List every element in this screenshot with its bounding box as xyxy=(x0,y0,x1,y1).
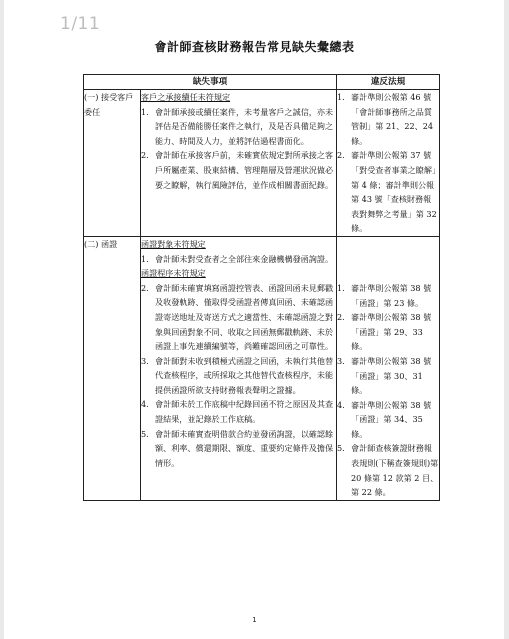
deficiency-list xyxy=(141,281,336,471)
item-number: 4. xyxy=(337,399,345,410)
regulation-list xyxy=(337,90,439,236)
item-text: 審計準則公報第 38 號「函證」第 34、35 條。 xyxy=(351,399,432,439)
item-number: 5. xyxy=(337,443,345,454)
table-row xyxy=(84,90,440,237)
list-item xyxy=(141,281,336,354)
item-text: 會計師未於工作底稿中紀錄回函不符之原因及其查證結果，並記錄於工作底稿。 xyxy=(155,399,334,425)
item-number: 1. xyxy=(337,92,345,102)
item-text: 審計準則公報第 38 號「函證」第 29、33 條。 xyxy=(351,312,432,352)
item-text: 會計師在承接客戶前，未確實依規定對所承接之客戶所屬產業、股東結構、管理階層及營運狀況做必要之瞭解，執行風險評估，並作成相關書面紀錄。 xyxy=(155,150,334,190)
category-cell: (二) 函證 xyxy=(84,236,141,500)
item-text: 審計準則公報第 46 號「會計師事務所之品質管制」第 21、22、24 條。 xyxy=(351,92,434,146)
item-number: 1. xyxy=(337,282,345,293)
list-item xyxy=(141,354,336,398)
list-item xyxy=(337,398,439,442)
item-number: 1. xyxy=(141,253,149,264)
table-header-row xyxy=(84,75,440,90)
table-row xyxy=(84,236,440,500)
item-number: 5. xyxy=(141,428,149,439)
list-item xyxy=(337,90,439,148)
section-heading: 函證程序未符規定 xyxy=(141,268,206,279)
deficiency-cell xyxy=(141,90,337,237)
deficiency-list xyxy=(141,105,336,193)
item-number: 3. xyxy=(141,355,149,366)
item-text: 會計師承接或續任案件，未考量客戶之誠信，亦未評估是否備能勝任案件之執行，及是否具備足夠之能力、時間及人力，並將評估過程書面化。 xyxy=(155,106,334,146)
regulation-spacer xyxy=(337,237,439,281)
header-deficiency: 缺失事項 xyxy=(84,75,337,90)
regulation-cell xyxy=(337,90,440,237)
page-number: 1 xyxy=(252,616,257,624)
category-cell: (一) 接受客戶委任 xyxy=(84,90,141,237)
list-item xyxy=(337,148,439,236)
list-item xyxy=(141,397,336,426)
header-regulation: 違反法規 xyxy=(337,75,440,90)
regulation-cell xyxy=(337,236,440,500)
item-number: 2. xyxy=(141,282,149,293)
item-number: 2. xyxy=(337,312,345,323)
item-number: 2. xyxy=(141,150,149,161)
item-text: 審計準則公報第 38 號「函證」第 23 條。 xyxy=(351,282,432,308)
page-indicator: 1/11 xyxy=(60,14,101,34)
item-text: 會計師未確實填寫函證控管表、函證回函未見郵戳及收發軌跡、僅取得受函證者傳真回函、未確認函證寄送地址及寄送方式之適當性、未確認函證之對象與回函對象不同、收取之回函無郵戳軌跡、未於函證上事先連續編號等，尚難確認回函之可靠性。 xyxy=(155,282,334,352)
deficiency-cell xyxy=(141,236,337,500)
item-number: 3. xyxy=(337,355,345,366)
item-number: 4. xyxy=(141,399,149,410)
list-item xyxy=(141,148,336,192)
regulation-list xyxy=(337,281,439,500)
list-item xyxy=(337,281,439,310)
document-title: 會計師查核財務報告常見缺失彙總表 xyxy=(154,40,355,54)
item-text: 審計準則公報第 38 號「函證」第 30、31 條。 xyxy=(351,355,432,396)
list-item xyxy=(141,105,336,149)
item-text: 會計師未確實查明借款合約並發函詢證，以確認餘額、利率、償還期限、額度、重要約定條件及擔保情形。 xyxy=(155,428,334,468)
item-text: 會計師對未收到積極式函證之回函，未執行其他替代查核程序，或所採取之其他替代查核程序，未能提供函證所欲支持財務報表聲明之證據。 xyxy=(155,355,334,395)
item-number: 1. xyxy=(141,106,149,117)
section-heading: 函證對象未符規定 xyxy=(141,238,206,249)
list-item xyxy=(141,252,336,267)
section-heading: 客戶之承接續任未符規定 xyxy=(141,92,231,102)
list-item xyxy=(141,427,336,471)
list-item xyxy=(337,310,439,354)
item-text: 會計師查核簽證財務報表規則(下稱查簽規則)第 20 條第 12 款第 2 目、第 22 條。 xyxy=(351,443,439,498)
item-text: 審計準則公報第 37 號「對受查者事業之瞭解」第 4 條；審計準則公報第 43 號「查核財務報表對舞弊之考量」第 32 條。 xyxy=(351,150,437,234)
deficiency-list xyxy=(141,252,336,267)
deficiency-table xyxy=(83,74,440,501)
item-text: 會計師未對受查者之全部往來金融機構發函詢證。 xyxy=(155,253,334,264)
list-item xyxy=(337,441,439,499)
list-item xyxy=(337,354,439,398)
item-number: 2. xyxy=(337,150,345,161)
